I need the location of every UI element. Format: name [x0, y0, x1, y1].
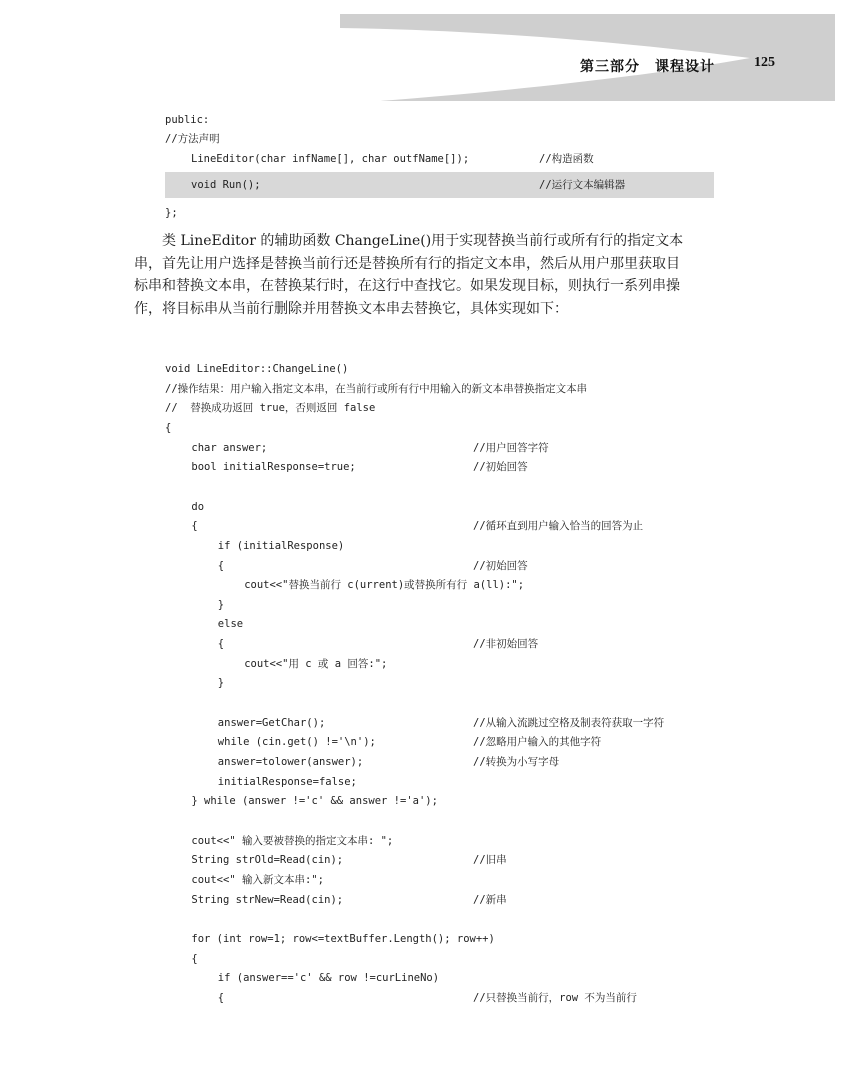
code-public-label: public: — [165, 114, 210, 126]
code-line: answer=GetChar(); — [217, 716, 326, 729]
code-line: bool initialResponse=true; — [191, 461, 356, 474]
code-run-comment: //运行文本编辑器 — [539, 179, 626, 191]
code-line: void LineEditor::ChangeLine() — [165, 363, 349, 375]
code-comment: //初始回答 — [473, 461, 528, 474]
code-line: cout<<"用 c 或 a 回答:"; — [244, 657, 388, 670]
code-line: { — [191, 952, 198, 965]
code-comment: //旧串 — [473, 854, 507, 867]
code-line: cout<<"替换当前行 c(urrent)或替换所有行 a(ll):"; — [244, 579, 525, 592]
code-comment: //转换为小写字母 — [473, 756, 560, 768]
code-comment: //循环直到用户输入恰当的回答为止 — [473, 520, 644, 533]
code-ctor-declaration: LineEditor(char infName[], char outfName[]); — [191, 153, 470, 165]
code-line: if (initialResponse) — [217, 539, 345, 552]
code-line: { — [165, 421, 172, 434]
code-line: { — [217, 991, 225, 1004]
paragraph-line: 串，首先让用户选择是替换当前行还是替换所有行的指定文本串，然后从用户那里获取目 — [134, 255, 680, 272]
code-line: { — [217, 559, 225, 572]
code-line: { — [191, 520, 198, 533]
code-line: cout<<" 输入新文本串:"; — [191, 873, 324, 886]
code-line: } — [217, 677, 225, 690]
code-line: } while (answer !='c' && answer !='a'); — [191, 795, 438, 808]
code-comment: //只替换当前行，row 不为当前行 — [473, 991, 637, 1004]
code-line: answer=tolower(answer); — [217, 756, 364, 768]
code-line: cout<<" 输入要被替换的指定文本串: "; — [191, 834, 394, 847]
code-line: //操作结果：用户输入指定文本串，在当前行或所有行中用输入的新文本串替换指定文本串 — [165, 382, 588, 395]
paragraph-line: 标串和替换文本串，在替换某行时，在这行中查找它。如果发现目标，则执行一系列串操 — [134, 278, 680, 294]
code-line: } — [217, 598, 225, 611]
code-comment: //忽略用户输入的其他字符 — [473, 736, 602, 749]
code-line: char answer; — [191, 441, 268, 454]
code-line: { — [217, 638, 225, 651]
code-comment: //用户回答字符 — [473, 441, 549, 454]
code-comment: //新串 — [473, 893, 507, 906]
body-paragraph — [134, 230, 716, 320]
code-class-close: }; — [165, 207, 178, 219]
code-line: initialResponse=false; — [217, 775, 357, 788]
page-number: 125 — [754, 55, 775, 70]
code-line: if (answer=='c' && row !=curLineNo) — [217, 972, 440, 985]
code-line: for (int row=1; row<=textBuffer.Length(); row++) — [191, 932, 495, 945]
paragraph-line: 作，将目标串从当前行删除并用替换文本串去替换它，具体实现如下： — [134, 300, 568, 317]
code-comment: //从输入流跳过空格及制表符获取一字符 — [473, 716, 665, 729]
code-line: do — [191, 500, 205, 513]
paragraph-line: 类 LineEditor 的辅助函数 ChangeLine()用于实现替换当前行或所有行的指定文本 — [162, 233, 684, 249]
code-ctor-comment: //构造函数 — [539, 153, 594, 165]
code-line: else — [217, 618, 244, 631]
code-method-comment: //方法声明 — [165, 133, 220, 145]
code-run-declaration: void Run(); — [191, 179, 261, 191]
code-line: while (cin.get() !='\n'); — [217, 736, 376, 749]
code-line: String strOld=Read(cin); — [191, 854, 344, 867]
code-comment: //初始回答 — [473, 559, 528, 572]
code-line: String strNew=Read(cin); — [191, 893, 344, 906]
code-comment: //非初始回答 — [473, 638, 539, 651]
code-line: // 替换成功返回 true，否则返回 false — [165, 402, 376, 415]
header-section-title: 第三部分 课程设计 — [580, 59, 715, 75]
